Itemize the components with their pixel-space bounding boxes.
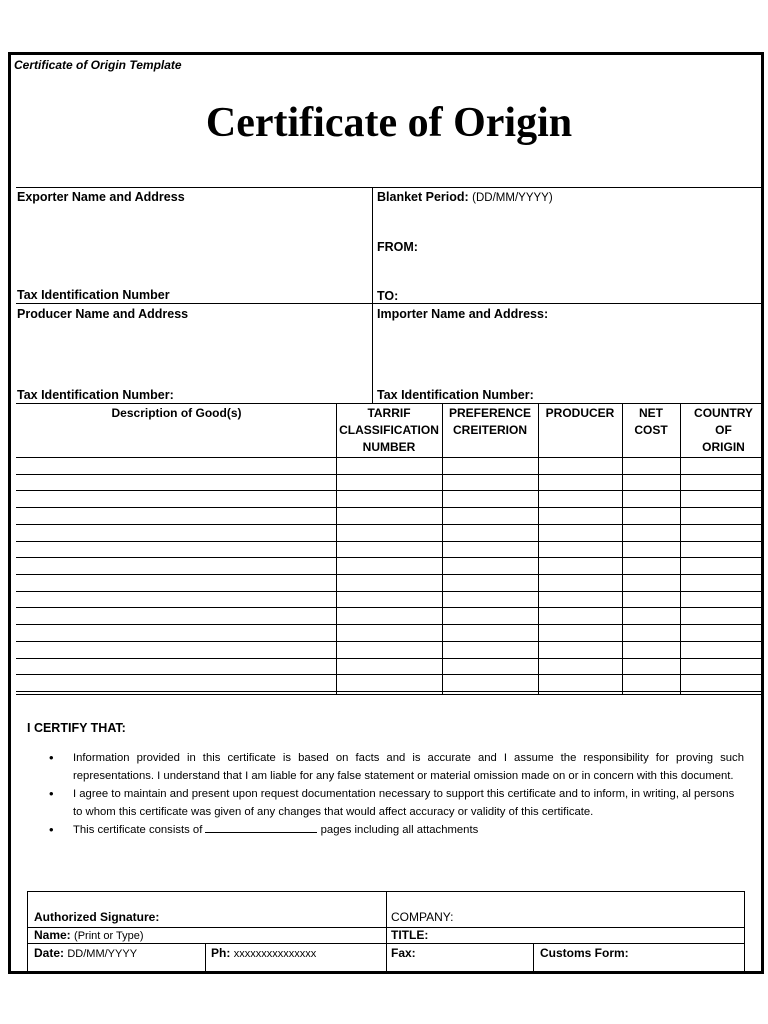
goods-col-divider-5 <box>680 403 681 694</box>
customs-form-field[interactable] <box>540 946 629 960</box>
blanket-period-field <box>377 190 553 204</box>
certificate-frame <box>8 52 764 974</box>
company-label: COMPANY: <box>391 910 454 924</box>
authorized-signature-field[interactable] <box>34 910 159 924</box>
goods-header-bottom-line <box>16 457 764 458</box>
from-label: FROM: <box>377 240 418 254</box>
document-title: Certificate of Origin <box>205 100 573 146</box>
goods-table-row-line <box>16 574 764 575</box>
certify-heading: I CERTIFY THAT: <box>27 721 126 735</box>
sig-col-divider <box>386 892 387 974</box>
goods-table-row-line <box>16 524 764 525</box>
certify-item-3 <box>49 821 744 839</box>
authorized-signature-label: Authorized Signature: <box>34 910 160 924</box>
fax-dotted-line <box>410 971 520 972</box>
top-section-divider <box>372 187 373 403</box>
title-label: TITLE: <box>391 928 429 942</box>
goods-table-row-line <box>16 624 764 625</box>
date-label: Date: <box>34 946 65 960</box>
goods-table-top-border <box>16 403 764 404</box>
col-header-country-of-origin: COUNTRY OF ORIGIN <box>694 406 753 454</box>
exporter-name-label: Exporter Name and Address <box>17 190 185 204</box>
col-header-description: Description of Good(s) <box>111 406 242 420</box>
certify-list <box>49 749 744 839</box>
goods-table-row-line <box>16 658 764 659</box>
pages-count-blank[interactable] <box>205 821 317 833</box>
goods-col-divider-1 <box>336 403 337 694</box>
goods-col-divider-4 <box>622 403 623 694</box>
goods-table-bottom-line <box>16 694 764 695</box>
goods-col-divider-2 <box>442 403 443 694</box>
date-field[interactable] <box>34 946 137 960</box>
goods-table-row-line <box>16 691 764 692</box>
name-label: Name: <box>34 928 71 942</box>
fax-field[interactable] <box>391 946 416 960</box>
template-label: Certificate of Origin Template <box>14 58 182 72</box>
goods-table-row-line <box>16 607 764 608</box>
col-header-net-cost: NET COST <box>634 406 668 437</box>
col-header-preference: PREFERENCE CREITERION <box>448 406 531 437</box>
phone-label: Ph: <box>211 946 231 960</box>
exporter-tax-label: Tax Identification Number <box>17 288 170 302</box>
fax-label: Fax: <box>391 946 416 960</box>
goods-table-row-line <box>16 674 764 675</box>
certify-item-3-after: pages including all attachments <box>320 824 479 836</box>
importer-name-label: Importer Name and Address: <box>377 307 549 321</box>
importer-tax-label: Tax Identification Number: <box>377 388 534 402</box>
phone-field[interactable] <box>211 946 316 960</box>
to-label: TO: <box>377 289 399 303</box>
name-hint: (Print or Type) <box>74 930 144 942</box>
sig-date-divider <box>205 943 206 974</box>
goods-table-row-line <box>16 641 764 642</box>
certify-item-3-before: This certificate consists of <box>73 824 203 836</box>
col-header-producer: PRODUCER <box>545 406 615 420</box>
goods-table-row-line <box>16 591 764 592</box>
goods-table-row-line <box>16 507 764 508</box>
title-field[interactable] <box>391 928 428 942</box>
sig-fax-divider <box>533 943 534 974</box>
goods-table-row-line <box>16 541 764 542</box>
customs-form-label: Customs Form: <box>540 946 629 960</box>
col-header-tariff: TARRIF CLASSIFICATION NUMBER <box>339 406 439 454</box>
phone-value: xxxxxxxxxxxxxxx <box>233 948 317 960</box>
signature-table <box>27 891 745 973</box>
certify-item-1: • Information provided in this certificate is based on facts and is accurate and I assume the responsibility for proving such representations. I understand that I am liable for any false statement or material omission made on or in concern with this document. <box>49 749 744 785</box>
goods-table-row-line <box>16 474 764 475</box>
certify-item-2: • I agree to maintain and present upon request documentation necessary to support this certificate and to inform, in writing, al persons to whom this certificate was given of any changes that would affect accuracy or validity of this certificate. <box>49 785 744 821</box>
blanket-period-format: (DD/MM/YYYY) <box>472 192 553 204</box>
sig-row-line-2 <box>28 943 744 944</box>
blanket-period-label: Blanket Period: <box>377 190 469 204</box>
date-value: DD/MM/YYYY <box>67 948 138 960</box>
company-field[interactable] <box>391 910 453 924</box>
producer-name-label: Producer Name and Address <box>17 307 189 321</box>
name-field[interactable] <box>34 928 144 942</box>
top-section-border <box>16 187 764 188</box>
goods-table-row-line <box>16 557 764 558</box>
goods-col-divider-3 <box>538 403 539 694</box>
goods-table-row-line <box>16 490 764 491</box>
producer-tax-label: Tax Identification Number: <box>17 388 174 402</box>
exporter-section-border <box>16 303 764 304</box>
